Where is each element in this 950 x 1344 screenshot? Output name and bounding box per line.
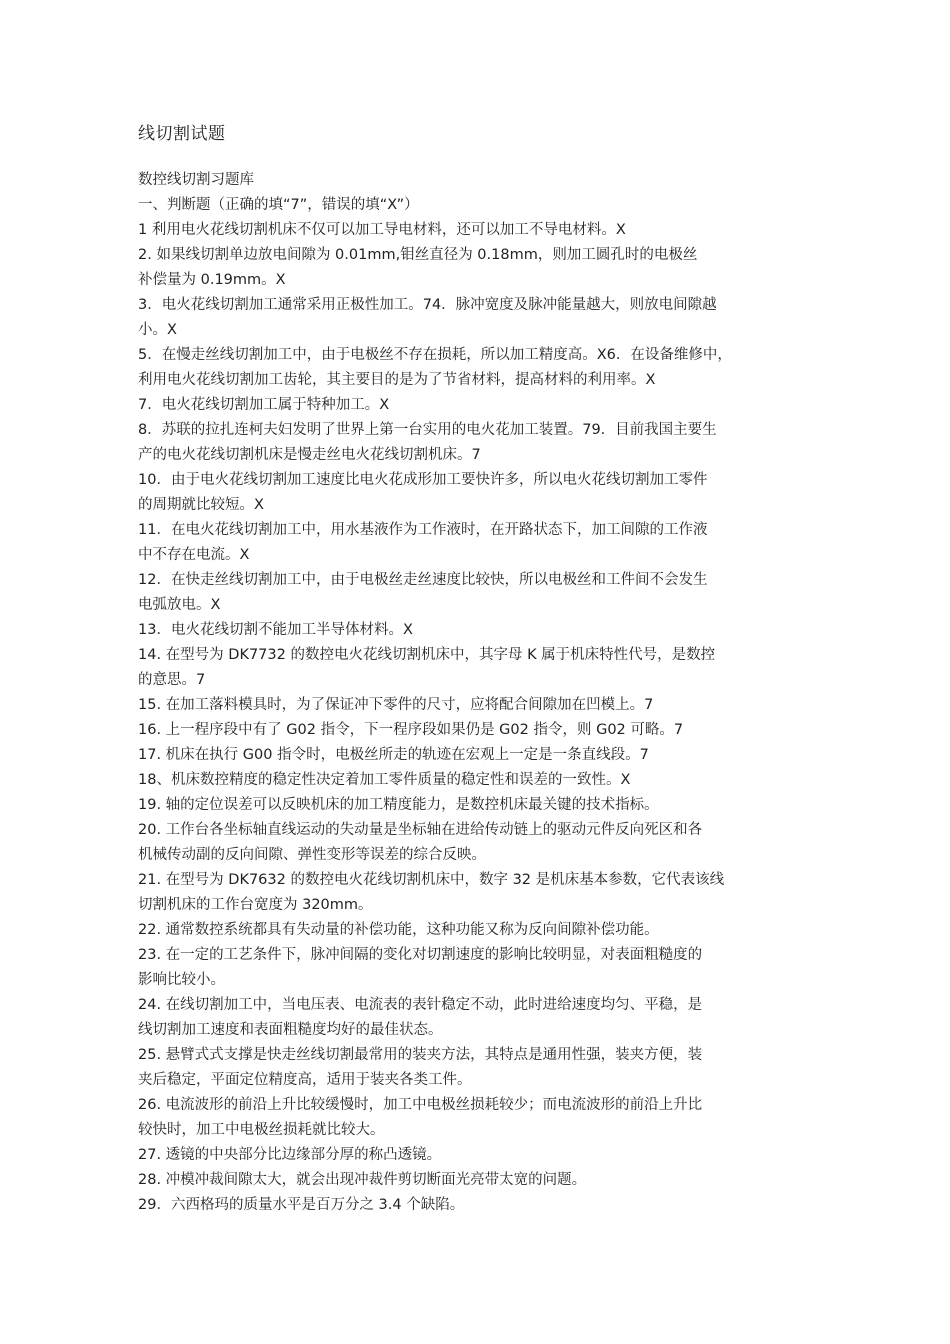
text-line: 夹后稳定，平面定位精度高，适用于装夹各类工件。 [138, 1072, 472, 1088]
document-content [138, 118, 828, 1218]
text-line: 26. 电流波形的前沿上升比较缓慢时，加工中电极丝损耗较少；而电流波形的前沿上升比 [138, 1097, 703, 1113]
text-line: 电弧放电。X [138, 597, 221, 613]
text-line: 机械传动副的反向间隙、弹性变形等误差的综合反映。 [138, 847, 486, 863]
document-title: 线切割试题 [138, 124, 226, 144]
text-line: 24. 在线切割加工中，当电压表、电流表的表针稳定不动，此时进给速度均匀、平稳，是 [138, 997, 703, 1013]
text-line: 11．在电火花线切割加工中，用水基液作为工作液时，在开路状态下，加工间隙的工作液 [138, 522, 708, 538]
text-line: 小。X [138, 322, 177, 338]
text-line: 影响比较小。 [138, 972, 225, 988]
text-line: 10．由于电火花线切割加工速度比电火花成形加工要快许多，所以电火花线切割加工零件 [138, 472, 708, 488]
text-line: 7．电火花线切割加工属于特种加工。X [138, 397, 390, 413]
text-line: 线切割加工速度和表面粗糙度均好的最佳状态。 [138, 1022, 443, 1038]
text-line: 12．在快走丝线切割加工中，由于电极丝走丝速度比较快，所以电极丝和工件间不会发生 [138, 572, 708, 588]
text-line: 21. 在型号为 DK7632 的数控电火花线切割机床中，数字 32 是机床基本参数，它代表该线 [138, 872, 725, 888]
text-line: 22. 通常数控系统都具有失动量的补偿功能，这种功能又称为反向间隙补偿功能。 [138, 922, 659, 938]
text-line: 18、机床数控精度的稳定性决定着加工零件质量的稳定性和误差的一致性。X [138, 772, 631, 788]
text-line: 14. 在型号为 DK7732 的数控电火花线切割机床中，其字母 K 属于机床特性代号，是数控 [138, 647, 716, 663]
text-line: 的周期就比较短。X [138, 497, 264, 513]
text-line: 28. 冲模冲裁间隙太大，就会出现冲裁件剪切断面光亮带太宽的问题。 [138, 1172, 587, 1188]
text-line: 切割机床的工作台宽度为 320mm。 [138, 897, 373, 913]
text-line: 25. 悬臂式式支撑是快走丝线切割最常用的装夹方法，其特点是通用性强，装夹方便，装 [138, 1047, 703, 1063]
text-line: 3．电火花线切割加工通常采用正极性加工。74．脉冲宽度及脉冲能量越大，则放电间隙越 [138, 297, 717, 313]
text-line: 27. 透镜的中央部分比边缘部分厚的称凸透镜。 [138, 1147, 442, 1163]
text-line: 19. 轴的定位误差可以反映机床的加工精度能力，是数控机床最关键的技术指标。 [138, 797, 659, 813]
text-line: 13．电火花线切割不能加工半导体材料。X [138, 622, 413, 638]
text-line: 的意思。7 [138, 672, 206, 688]
text-line: 8．苏联的拉扎连柯夫妇发明了世界上第一台实用的电火花加工装置。79．目前我国主要生 [138, 422, 717, 438]
text-line: 20. 工作台各坐标轴直线运动的失动量是坐标轴在进给传动链上的驱动元件反向死区和各 [138, 822, 703, 838]
text-line: 16. 上一程序段中有了 G02 指令，下一程序段如果仍是 G02 指令，则 G02 可略。7 [138, 722, 684, 738]
text-line: 利用电火花线切割加工齿轮，其主要目的是为了节省材料，提高材料的利用率。X [138, 372, 656, 388]
text-line: 23. 在一定的工艺条件下，脉冲间隔的变化对切割速度的影响比较明显，对表面粗糙度的 [138, 947, 703, 963]
text-line: 1 利用电火花线切割机床不仅可以加工导电材料，还可以加工不导电材料。X [138, 222, 626, 238]
question-list [138, 168, 828, 1218]
subtitle-line: 数控线切割习题库 [138, 172, 254, 188]
text-line: 5．在慢走丝线切割加工中，由于电极丝不存在损耗，所以加工精度高。X6．在设备维修中， [138, 347, 732, 363]
text-line: 中不存在电流。X [138, 547, 250, 563]
text-line: 15. 在加工落料模具时，为了保证冲下零件的尺寸，应将配合间隙加在凹模上。7 [138, 697, 654, 713]
text-line: 17. 机床在执行 G00 指令时，电极丝所走的轨迹在宏观上一定是一条直线段。7 [138, 747, 649, 763]
text-line: 产的电火花线切割机床是慢走丝电火花线切割机床。7 [138, 447, 481, 463]
section-heading: 一、判断题（正确的填“7”，错误的填“X”） [138, 197, 419, 213]
text-line: 补偿量为 0.19mm。X [138, 272, 286, 288]
text-line: 2. 如果线切割单边放电间隙为 0.01mm,钼丝直径为 0.18mm，则加工圆孔时的电极丝 [138, 247, 698, 263]
text-line: 29．六西格玛的质量水平是百万分之 3.4 个缺陷。 [138, 1197, 465, 1213]
text-line: 较快时，加工中电极丝损耗就比较大。 [138, 1122, 385, 1138]
